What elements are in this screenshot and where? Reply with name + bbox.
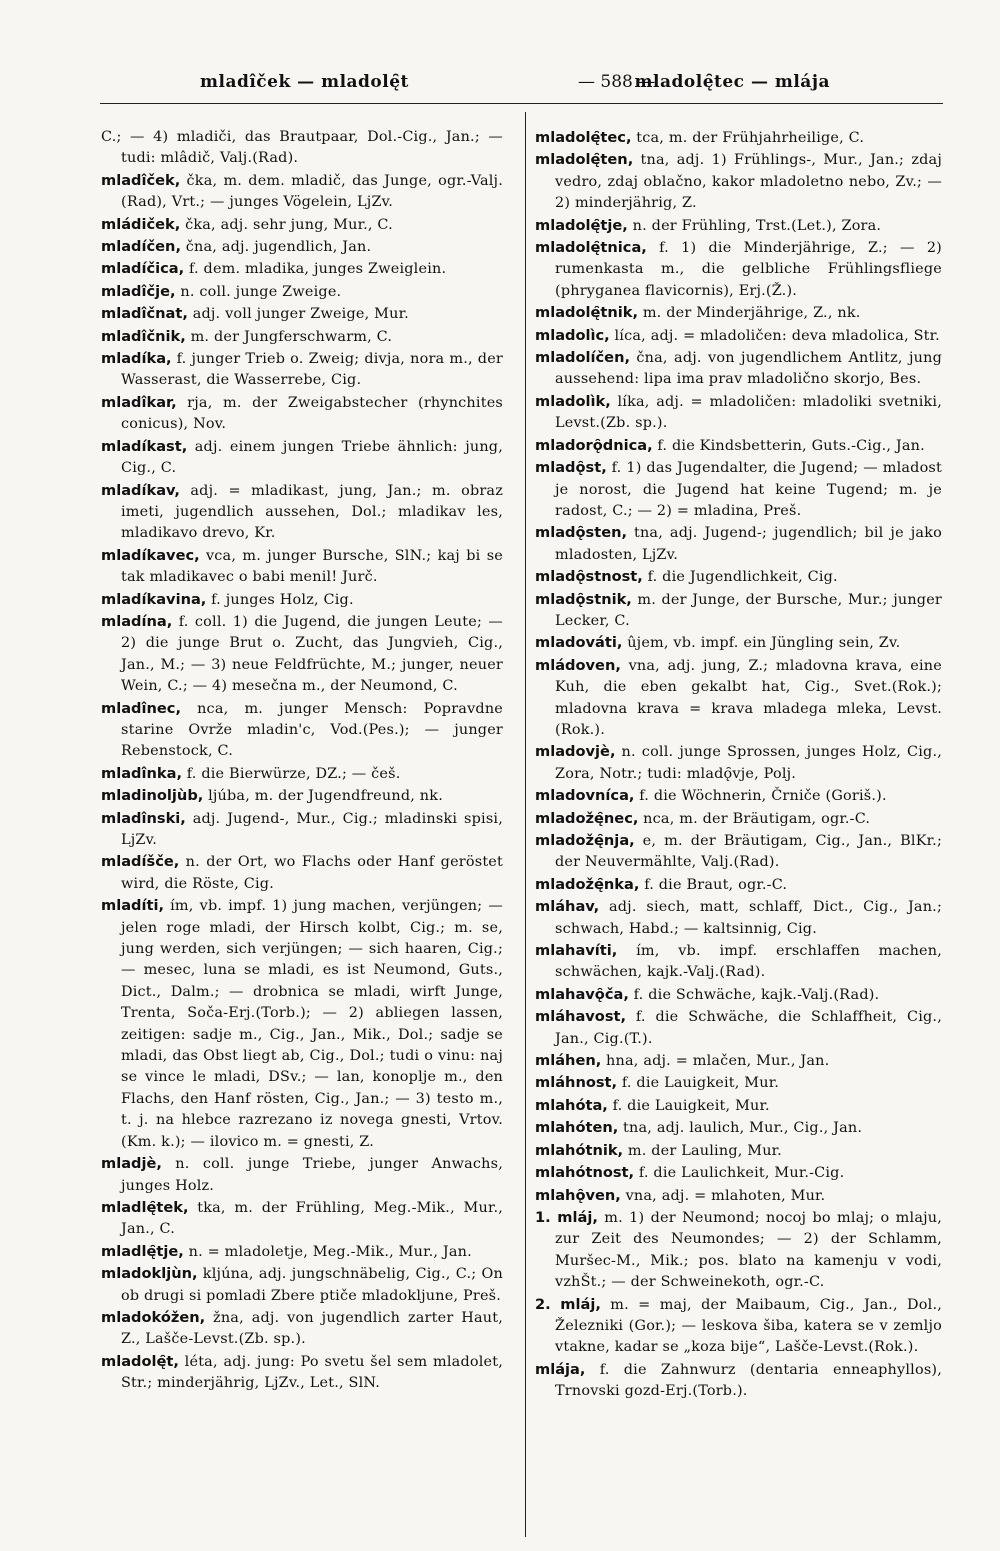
dictionary-entry (101, 348, 503, 392)
dictionary-entry (535, 785, 942, 807)
entry-definition: ûjem, vb. impf. ein Jüngling sein, Zv. (622, 635, 901, 652)
dictionary-entry (535, 655, 942, 742)
entry-headword: mladíčica, (101, 260, 185, 278)
dictionary-entry (535, 1117, 942, 1139)
dictionary-entry (535, 566, 942, 588)
entry-headword: mládiček, (101, 215, 181, 233)
entry-definition: f. die Lauigkeit, Mur. (607, 1097, 770, 1114)
entry-headword: mladînka, (101, 764, 182, 782)
dictionary-entry (101, 326, 503, 348)
entry-headword: mladîkar, (101, 393, 177, 411)
dictionary-entry (535, 1294, 942, 1359)
entry-definition: f. die Schwäche, kajk.-Valj.(Rad). (628, 986, 880, 1003)
running-head-left: mladîček — mladolę̑t (200, 72, 409, 92)
entry-headword: mladíti, (101, 897, 165, 915)
entry-definition: n. coll. junge Sprossen, junges Holz, Cig., Zora, Notr.; tudi: mladǫ̑vje, Polj. (555, 744, 942, 782)
page-header (100, 72, 940, 102)
entry-definition: n. der Frühling, Trst.(Let.), Zora. (627, 217, 882, 234)
entry-definition: n. der Ort, wo Flachs oder Hanf geröstet wird, die Röste, Cig. (121, 854, 503, 892)
entry-headword: mladíčen, (101, 238, 181, 256)
entry-definition: f. die Jugendlichkeit, Cig. (642, 569, 838, 586)
dictionary-entry (535, 1185, 942, 1207)
entry-definition: ljúba, m. der Jugendfreund, nk. (203, 788, 443, 805)
entry-headword: mladováti, (535, 634, 623, 652)
dictionary-entry (535, 347, 942, 391)
dictionary-entry (101, 589, 503, 611)
column-divider (525, 112, 526, 1537)
dictionary-entry (101, 1307, 503, 1351)
entry-definition: m. der Minderjährige, Z., nk. (638, 305, 861, 322)
entry-headword: mláhavost, (535, 1008, 627, 1026)
entry-definition: f. die Kindsbetterin, Guts.-Cig., Jan. (652, 437, 925, 454)
dictionary-entry (101, 545, 503, 589)
right-column (535, 127, 942, 1403)
entry-headword: mladíkavina, (101, 590, 207, 608)
entry-definition: vna, adj. = mlahoten, Mur. (620, 1187, 826, 1204)
entry-definition: adj. = mladikast, jung, Jan.; m. obraz imeti, jugendlich aussehen, Dol.; mladikav les, mladikavo drevo, Kr. (121, 482, 503, 542)
entry-definition: nca, m. junger Mensch: Popravdne starine Ovrže mladin'c, Vod.(Pes.); — junger Rebenstock, C. (121, 700, 503, 760)
entry-headword: mladlę̑tje, (101, 1242, 184, 1260)
entry-definition: ím, vb. impf. 1) jung machen, verjüngen; — jelen roge mladi, der Hirsch kolbt, Cig.; m. se, jung werden, sich verjüngen; — sich haaren, Cig.; — mesec, luna se mladi, es ist Neumond, Guts., Dict., Dalm.; — drobnica se mladi, wirft Junge, Trenta, Soča-Erj.(Torb.); — 2) abliegen lassen, zeitigen: sadje m., Cig., Jan., Mik., Dol.; sadje se mladi, das Obst liegt ab, Cig., Dol.; tudi o vinu: naj se vince le mladi, DSv.; — lan, konoplje m., den Flachs, den Hanf rösten, Cig., Jan.; — 3) testo m., t. j. na hlebce razrezano iz novega gnesti, Vrtov.(Km. k.); — ilovico m. = gnesti, Z. (121, 898, 503, 1150)
left-column (101, 127, 503, 1395)
entry-headword: mláhav, (535, 898, 600, 916)
dictionary-entry (101, 170, 503, 214)
entry-headword: mladǫ̑sten, (535, 524, 628, 542)
dictionary-entry (535, 984, 942, 1006)
dictionary-entry (535, 1207, 942, 1294)
entry-headword: mladolę̑tnik, (535, 304, 639, 322)
entry-definition: f. die Lauigkeit, Mur. (617, 1075, 779, 1092)
running-head-right: mladolę̑tec — mlája (634, 72, 830, 92)
entry-headword: mladolìc, (535, 326, 610, 344)
dictionary-entry (101, 392, 503, 436)
entry-definition: m. der Junge, der Bursche, Mur.; junger Lecker, C. (555, 591, 942, 629)
entry-headword: 2. mláj, (535, 1295, 601, 1313)
entry-headword: mladlę̑tek, (101, 1198, 189, 1216)
entry-headword: mladǫ̑stnik, (535, 590, 632, 608)
entry-definition: f. die Schwäche, die Schlaffheit, Cig., Jan., Cig.(T.). (555, 1009, 942, 1047)
entry-definition: adj. voll junger Zweige, Mur. (187, 306, 409, 323)
entry-definition: tca, m. der Frühjahrheilige, C. (631, 130, 865, 146)
entry-headword: mláhnost, (535, 1074, 618, 1092)
entry-headword: mládoven, (535, 656, 621, 674)
dictionary-entry (101, 785, 503, 807)
entry-definition: rja, m. der Zweigabstecher (rhynchites conicus), Nov. (121, 394, 503, 433)
dictionary-entry (535, 457, 942, 522)
dictionary-entry (535, 1140, 942, 1162)
entry-headword: mladolę̑tnica, (535, 239, 647, 257)
entry-definition: vca, m. junger Bursche, SlN.; kaj bi se tak mladikavec o babi menil! Jurč. (121, 547, 503, 586)
entry-definition: nca, m. der Bräutigam, ogr.-C. (638, 810, 871, 827)
entry-definition: n. coll. junge Zweige. (175, 283, 342, 300)
dictionary-entry (101, 436, 503, 480)
entry-headword: mladînec, (101, 699, 181, 717)
dictionary-entry (535, 302, 942, 324)
dictionary-entry (101, 1241, 503, 1263)
entry-definition: n. coll. junge Triebe, junger Anwachs, junges Holz. (121, 1156, 503, 1194)
entry-headword: mladíkav, (101, 481, 180, 499)
entry-headword: mladolìk, (535, 392, 611, 410)
dictionary-entry (101, 303, 503, 325)
entry-headword: mladîčnik, (101, 327, 186, 345)
dictionary-entry (535, 896, 942, 940)
entry-headword: mladokóžen, (101, 1308, 206, 1326)
entry-headword: mladožę̑nec, (535, 809, 639, 827)
dictionary-entry (101, 214, 503, 236)
entry-headword: mladînski, (101, 809, 186, 827)
entry-headword: mlahóta, (535, 1096, 608, 1114)
entry-definition: ím, vb. impf. erschlaffen machen, schwächen, kajk.-Valj.(Rad). (555, 943, 942, 981)
entry-definition: adj. Jugend-, Mur., Cig.; mladinski spisi, LjZv. (121, 810, 503, 848)
dictionary-entry (101, 698, 503, 763)
entry-definition: m. 1) der Neumond; nocoj bo mlaj; o mlaju, zur Zeit des Neumondes; — 2) der Schlamm, Muršec-M., Mik.; pos. blato na kamenju v vodi, vzhŠt.; — der Schweinekoth, ogr.-C. (555, 1209, 942, 1291)
dictionary-entry (535, 1050, 942, 1072)
entry-definition: čna, adj. jugendlich, Jan. (181, 239, 372, 256)
entry-headword: mladolę̑t, (101, 1352, 179, 1370)
entry-headword: mladolíčen, (535, 349, 631, 367)
entry-headword: mladíšče, (101, 853, 180, 871)
dictionary-entry (101, 236, 503, 258)
dictionary-entry (535, 940, 942, 984)
entry-headword: mladǫ̑stnost, (535, 568, 643, 586)
entry-definition: n. = mladoletje, Meg.-Mik., Mur., Jan. (183, 1243, 472, 1260)
dictionary-entry (101, 480, 503, 545)
entry-definition: f. die Laulichkeit, Mur.-Cig. (634, 1165, 845, 1182)
entry-headword: mladinoljùb, (101, 787, 204, 805)
entry-headword: mladokljùn, (101, 1265, 198, 1283)
dictionary-entry (535, 1072, 942, 1094)
dictionary-entry (535, 1359, 942, 1403)
entry-headword: mladožę̑nka, (535, 875, 640, 893)
dictionary-entry (101, 1263, 503, 1307)
entry-definition: tna, adj. Jugend-; jugendlich; bil je jako mladosten, LjZv. (555, 525, 942, 563)
dictionary-entry (535, 127, 942, 149)
entry-headword: mladína, (101, 612, 173, 630)
entry-headword: mladolę̑tje, (535, 216, 628, 234)
entry-definition: tna, adj. 1) Frühlings-, Mur., Jan.; zdaj vedro, zdaj oblačno, kakor mladoletno nebo, Zv.; — 2) minderjährig, Z. (555, 152, 942, 212)
entry-definition: m. = maj, der Maibaum, Cig., Jan., Dol., Železniki (Gor.); — leskova šiba, katera se v zemljo vtakne, kadar se „koza bije“, Lašče-Levst.(Rok.). (555, 1296, 942, 1356)
dictionary-entry (101, 808, 503, 852)
dictionary-entry (101, 1153, 503, 1197)
entry-definition: e, m. der Bräutigam, Cig., Jan., BlKr.; der Neuvermählte, Valj.(Rad). (555, 833, 942, 871)
entry-definition: hna, adj. = mlačen, Mur., Jan. (601, 1053, 830, 1070)
entry-definition: f. dem. mladika, junges Zweiglein. (184, 261, 447, 278)
entry-headword: mladolę̑tec, (535, 129, 632, 146)
header-rule (100, 103, 943, 104)
entry-headword: mladíkavec, (101, 546, 200, 564)
entry-headword: mlahavǫ̑ča, (535, 985, 629, 1003)
entry-headword: mladorǫ̑dnica, (535, 436, 653, 454)
entry-definition: adj. einem jungen Triebe ähnlich: jung, Cig., C. (121, 438, 503, 477)
entry-headword: mladǫ̑st, (535, 459, 607, 477)
entry-headword: mladîček, (101, 171, 181, 189)
dictionary-entry (535, 237, 942, 302)
dictionary-entry (535, 589, 942, 633)
entry-headword: mladjè, (101, 1155, 162, 1173)
dictionary-entry (535, 435, 942, 457)
dictionary-entry (101, 611, 503, 698)
dictionary-entry (535, 325, 942, 347)
dictionary-entry (101, 281, 503, 303)
entry-definition: f. die Wöchnerin, Črniče (Goriš.). (634, 788, 887, 805)
entry-headword: mladíkast, (101, 437, 188, 455)
entry-headword: mlahótnik, (535, 1141, 624, 1159)
entry-definition: líka, adj. = mladoličen: mladoliki svetniki, Levst.(Zb. sp.). (555, 393, 942, 432)
dictionary-entry (535, 632, 942, 654)
entry-headword: 1. mláj, (535, 1208, 598, 1226)
entry-definition: kljúna, adj. jungschnäbelig, Cig., C.; On ob drugi si pomladi Zbere ptiče mladokljune, Preš. (121, 1266, 503, 1304)
dictionary-entry (535, 808, 942, 830)
entry-definition: čna, adj. von jugendlichem Antlitz, jung aussehend: lipa ima prav mladolično skorjo, Bes. (555, 350, 942, 388)
dictionary-entry (101, 258, 503, 280)
dictionary-entry (101, 851, 503, 895)
page-number: — 588 — (578, 72, 656, 92)
dictionary-entry (101, 1197, 503, 1241)
dictionary-entry (535, 1006, 942, 1050)
entry-headword: mláhen, (535, 1052, 602, 1070)
entry-headword: mlahótnost, (535, 1164, 635, 1182)
entry-headword: mladîčnat, (101, 305, 188, 323)
dictionary-entry (535, 149, 942, 214)
entry-definition: tna, adj. laulich, Mur., Cig., Jan. (618, 1120, 863, 1137)
dictionary-entry (101, 763, 503, 785)
entry-headword: mladíka, (101, 350, 172, 368)
dictionary-entry (535, 391, 942, 435)
entry-definition: žna, adj. von jugendlich zarter Haut, Z., Lašče-Levst.(Zb. sp.). (121, 1309, 503, 1348)
entry-definition: čka, adj. sehr jung, Mur., C. (180, 216, 393, 233)
entry-definition: f. junger Trieb o. Zweig; divja, nora m., der Wasserast, die Wasserrebe, Cig. (121, 351, 503, 389)
entry-definition: f. coll. 1) die Jugend, die jungen Leute; — 2) die junge Brut o. Zucht, das Jungvieh, Cig., Jan., M.; — 3) neue Feldfrüchte, M.; junger, neuer Wein, C.; — 4) mesečna m., der Neumond, C. (121, 613, 503, 695)
entry-definition: adj. siech, matt, schlaff, Dict., Cig., Jan.; schwach, Habd.; — kaltsinnig, Cig. (555, 899, 942, 937)
dictionary-entry (535, 215, 942, 237)
dictionary-entry (535, 1162, 942, 1184)
entry-headword: mladîčje, (101, 282, 176, 300)
entry-headword: mladovníca, (535, 787, 635, 805)
dictionary-entry (535, 522, 942, 566)
entry-definition: f. junges Holz, Cig. (206, 591, 354, 608)
entry-headword: mladovjè, (535, 743, 616, 761)
entry-definition: m. der Jungferschwarm, C. (185, 328, 393, 345)
entry-headword: mlahavíti, (535, 942, 618, 960)
entry-definition: čka, m. dem. mladič, das Junge, ogr.-Valj.(Rad), Vrt.; — junges Vögelein, LjZv. (121, 172, 503, 211)
dictionary-entry (535, 741, 942, 785)
dictionary-entry (535, 874, 942, 896)
entry-definition: f. 1) das Jugendalter, die Jugend; — mladost je norost, die Jugend hat keine Tugend; m. je radost, C.; — 2) = mladina, Preš. (555, 460, 942, 519)
dictionary-entry (535, 1095, 942, 1117)
dictionary-entry (535, 830, 942, 874)
entry-definition: f. die Bierwürze, DZ.; — češ. (182, 765, 401, 782)
entry-definition: líca, adj. = mladoličen: deva mladolica, Str. (609, 327, 940, 344)
entry-definition: C.; — 4) mladiči, das Brautpaar, Dol.-Cig., Jan.; — tudi: mlâdič, Valj.(Rad). (101, 129, 503, 167)
entry-headword: mlahóten, (535, 1119, 619, 1137)
entry-definition: f. die Braut, ogr.-C. (639, 876, 788, 893)
dictionary-entry (101, 895, 503, 1153)
entry-headword: mlája, (535, 1360, 586, 1378)
entry-definition: tka, m. der Frühling, Meg.-Mik., Mur., Jan., C. (121, 1199, 503, 1238)
dictionary-entry (101, 127, 503, 170)
entry-definition: m. der Lauling, Mur. (623, 1142, 782, 1159)
entry-headword: mladolę̑ten, (535, 151, 634, 169)
entry-headword: mlahǫ̑ven, (535, 1186, 621, 1204)
entry-definition: vna, adj. jung, Z.; mladovna krava, eine Kuh, die eben gekalbt hat, Cig., Svet.(Rok.); mladovna krava = krava mladega mleka, Levst.(Rok.). (555, 657, 942, 738)
entry-definition: léta, adj. jung: Po svetu šel sem mladolet, Str.; minderjährig, LjZv., Let., SlN. (121, 1353, 503, 1392)
entry-definition: f. die Zahnwurz (dentaria enneaphyllos), Trnovski gozd-Erj.(Torb.). (555, 1361, 942, 1400)
dictionary-entry (101, 1351, 503, 1395)
entry-headword: mladožę̑nja, (535, 832, 635, 849)
entry-definition: f. 1) die Minderjährige, Z.; — 2) rumenkasta m., die gelbliche Frühlingsfliege (phryganea flavicornis), Erj.(Ž.). (555, 240, 942, 299)
